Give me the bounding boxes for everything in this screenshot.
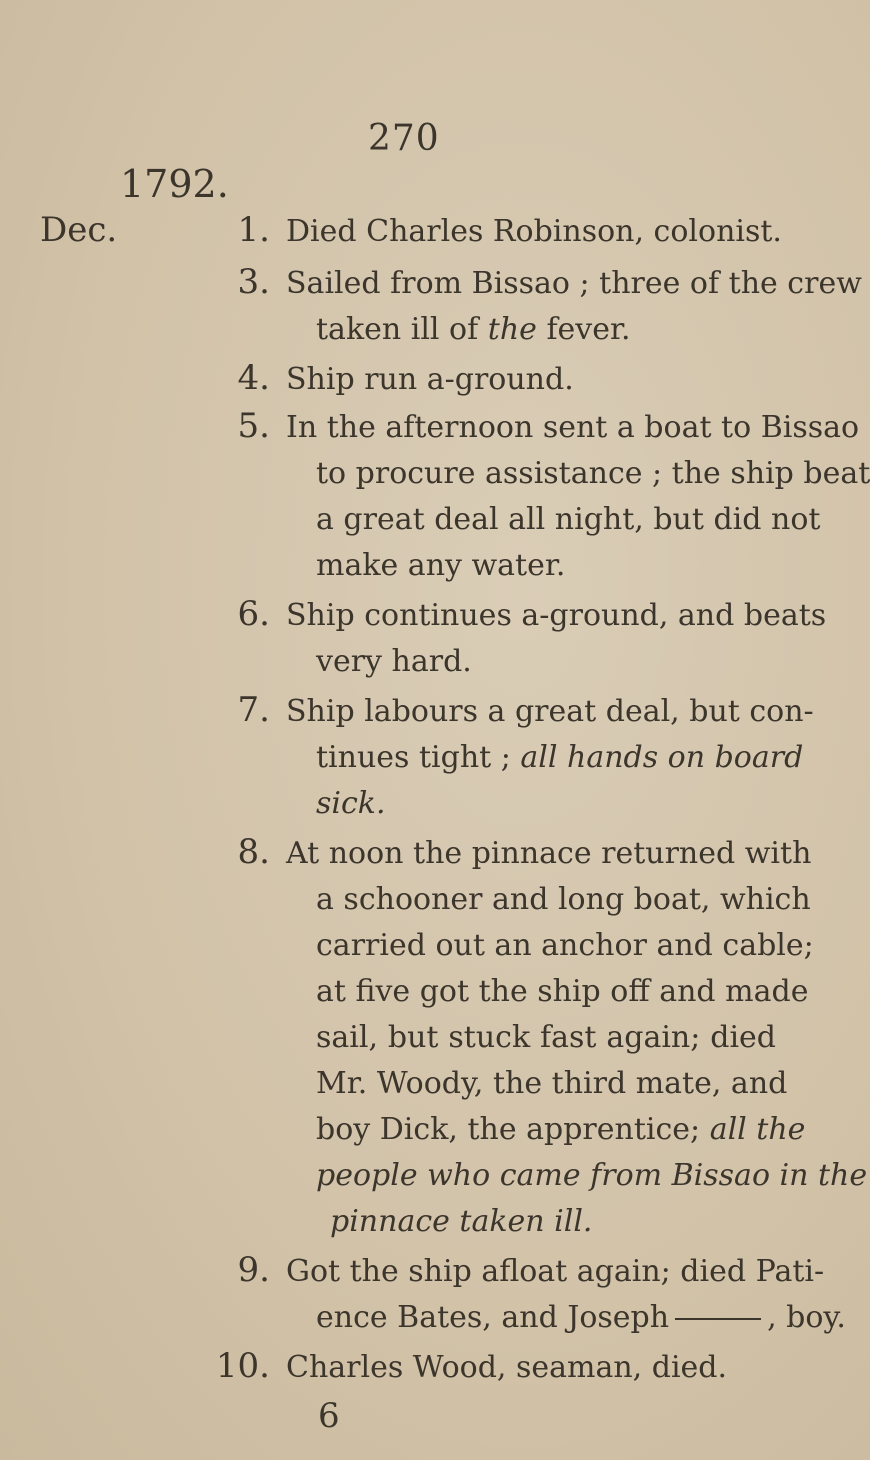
entry-line: pinnace taken ill.	[330, 1204, 593, 1239]
entry-line-part: , boy.	[767, 1300, 846, 1335]
entry-line: Mr. Woody, the third mate, and	[316, 1066, 788, 1101]
entry-day: 5.	[237, 406, 270, 446]
entry-line: Ship run a-ground.	[286, 362, 574, 397]
entry-line: Ship labours a great deal, but con-	[286, 694, 814, 729]
entry-line: boy Dick, the apprentice; all the	[316, 1112, 806, 1147]
entry-line: sick.	[316, 786, 386, 821]
entry-line: Charles Wood, seaman, died.	[286, 1350, 728, 1385]
entry-line-part: ence Bates, and Joseph	[316, 1300, 670, 1335]
entry-line: sail, but stuck fast again; died	[316, 1020, 776, 1055]
entry-line: at five got the ship off and made	[316, 974, 809, 1009]
year-heading: 1792.	[120, 162, 229, 206]
entry-line	[316, 1300, 846, 1335]
entry-line: a schooner and long boat, which	[316, 882, 811, 917]
entry-day: 3.	[237, 262, 270, 302]
entry-day: 6.	[237, 594, 270, 634]
blank-dash	[675, 1318, 761, 1320]
entry-day: 1.	[237, 210, 270, 250]
entry-day: 7.	[237, 690, 270, 730]
entry-line: Died Charles Robinson, colonist.	[286, 214, 782, 249]
entry-day: 4.	[237, 358, 270, 398]
month-label: Dec.	[40, 210, 118, 250]
entry-day: 8.	[237, 832, 270, 872]
entry-line: tinues tight ; all hands on board	[316, 740, 804, 775]
entry-line: to procure assistance ; the ship beat	[316, 456, 870, 491]
entry-line: In the afternoon sent a boat to Bissao	[286, 410, 860, 445]
entry-day: 9.	[237, 1250, 270, 1290]
entry-line: Got the ship afloat again; died Pati-	[286, 1254, 825, 1289]
entry-line: very hard.	[316, 644, 472, 679]
entry-line: taken ill of the fever.	[316, 312, 631, 347]
entry-line: carried out an anchor and cable;	[316, 928, 814, 963]
entry-line: Sailed from Bissao ; three of the crew	[286, 266, 862, 301]
entry-line: Ship continues a-ground, and beats	[286, 598, 827, 633]
signature-mark: 6	[318, 1396, 340, 1436]
entry-line: At noon the pinnace returned with	[286, 836, 812, 871]
page-number: 270	[368, 118, 440, 159]
entry-line: a great deal all night, but did not	[316, 502, 821, 537]
entry-line: people who came from Bissao in the	[316, 1158, 868, 1193]
entry-line: make any water.	[316, 548, 566, 583]
entry-day: 10.	[215, 1346, 270, 1386]
